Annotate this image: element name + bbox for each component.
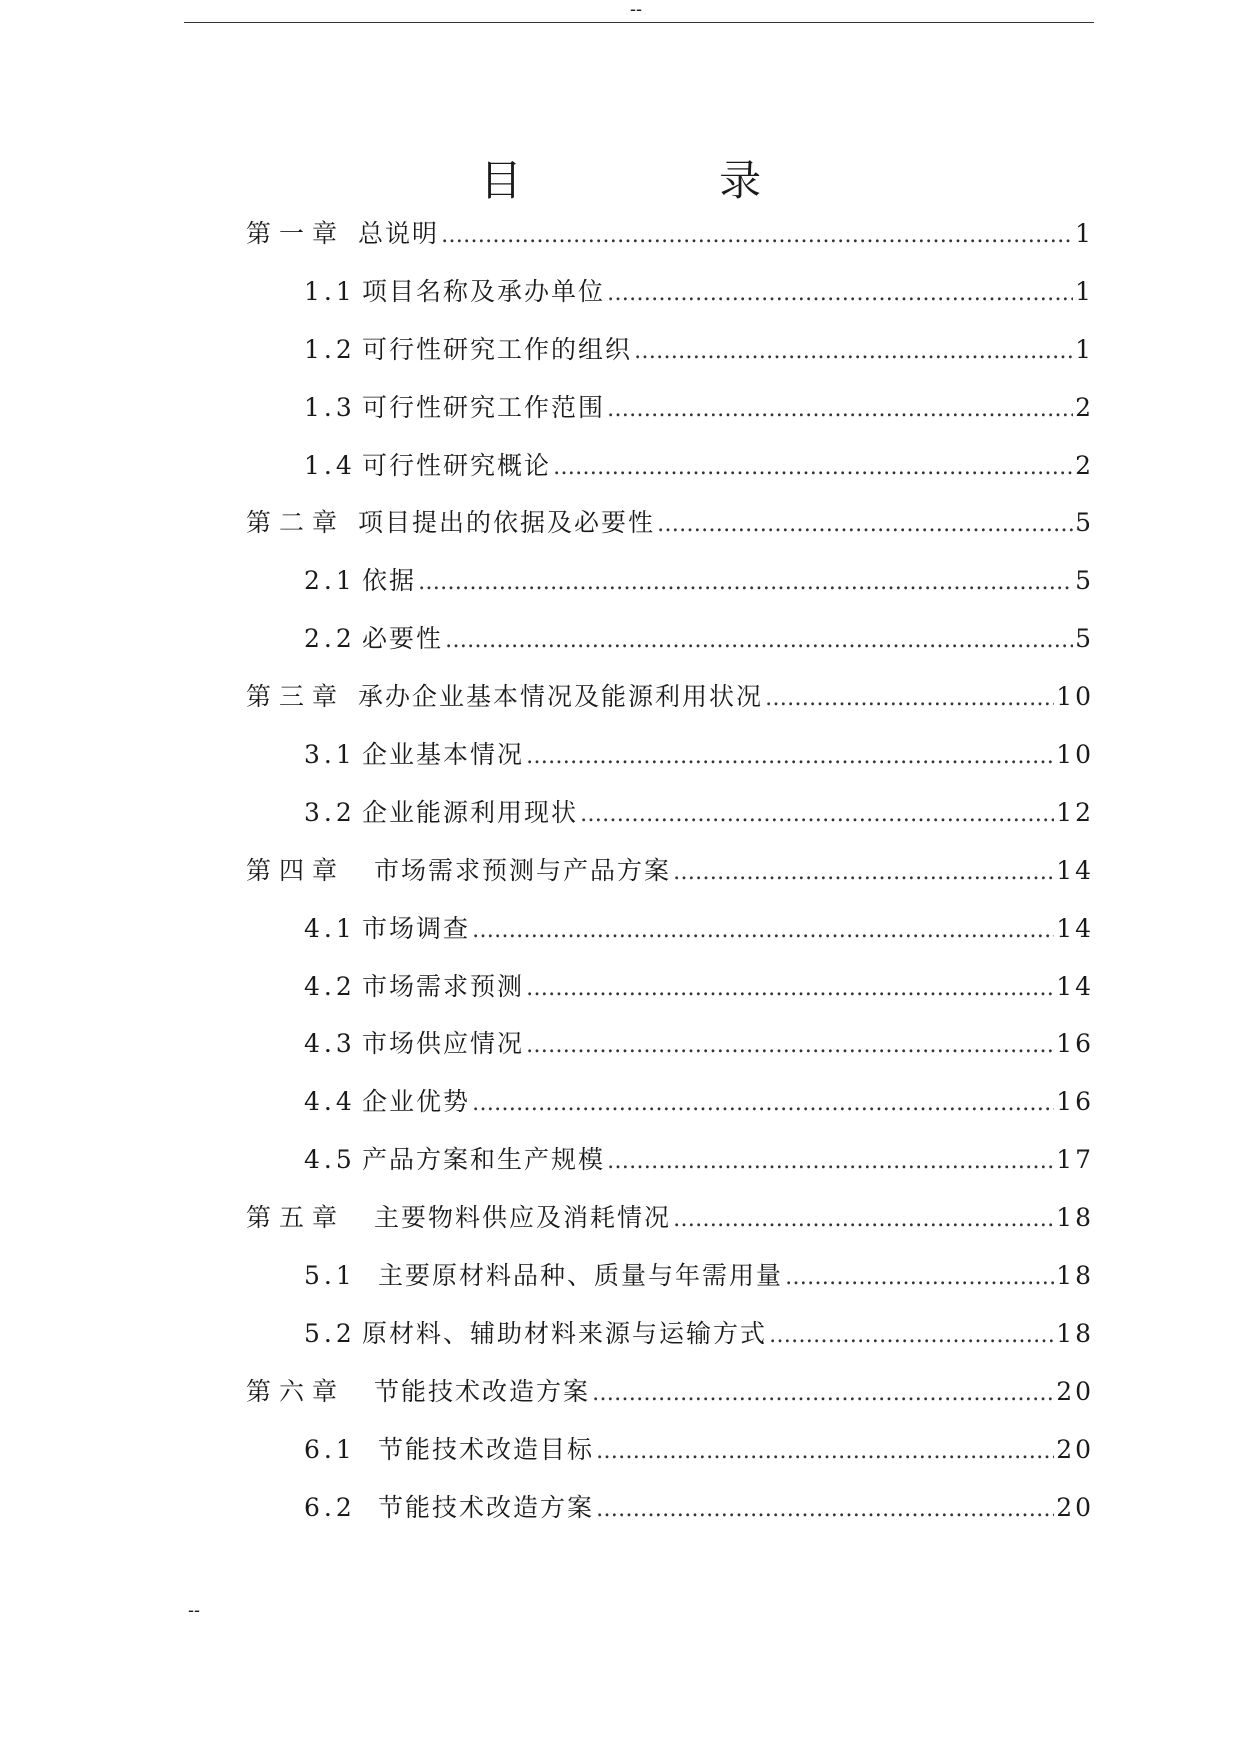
toc-entry-heading [246, 272, 605, 308]
toc-entry-title: 必要性 [362, 624, 444, 654]
toc-dot-leader [445, 628, 1073, 653]
toc-entry-number: 4.3 [304, 1029, 356, 1059]
toc-entry-number: 1.1 [304, 276, 356, 306]
toc-dot-leader [580, 802, 1054, 827]
toc-page-number: 18 [1056, 1261, 1094, 1291]
toc-entry-number: 3.2 [304, 797, 356, 827]
toc-entry-number: 第一章 [246, 219, 346, 248]
toc-chapter-row[interactable] [246, 677, 1094, 735]
toc-dot-leader [592, 1381, 1054, 1406]
toc-section-row[interactable] [246, 793, 1094, 851]
toc-entry-title: 节能技术改造方案 [374, 1376, 591, 1406]
toc-entry-heading [246, 1488, 594, 1524]
toc-chapter-row[interactable] [246, 503, 1094, 561]
toc-page-number: 10 [1056, 682, 1094, 712]
toc-page-number: 12 [1056, 797, 1094, 827]
toc-section-row[interactable] [246, 1488, 1094, 1546]
toc-entry-number: 4.5 [304, 1145, 356, 1175]
toc-page-number: 5 [1075, 566, 1094, 596]
toc-entry-heading [246, 619, 443, 655]
toc-entry-number: 第三章 [246, 682, 346, 712]
toc-entry-number: 第五章 [246, 1203, 346, 1233]
toc-entry-title: 主要原材料品种、质量与年需用量 [378, 1261, 784, 1291]
toc-entry-title: 企业基本情况 [362, 740, 525, 770]
toc-dot-leader [441, 223, 1073, 248]
toc-entry-title: 市场调查 [362, 913, 471, 943]
toc-dot-leader [765, 686, 1054, 711]
toc-page-number: 16 [1056, 1029, 1094, 1059]
toc-entry-title: 项目名称及承办单位 [362, 276, 606, 306]
table-of-contents [246, 214, 1094, 1545]
toc-page-number: 20 [1056, 1376, 1094, 1406]
page-header-mark: -- [630, 0, 642, 19]
toc-dot-leader [634, 339, 1073, 364]
toc-page-number: 1 [1075, 276, 1094, 306]
toc-entry-title: 市场供应情况 [362, 1029, 525, 1059]
toc-section-row[interactable] [246, 1082, 1094, 1140]
toc-entry-number: 2.2 [304, 624, 356, 654]
toc-entry-title: 可行性研究工作范围 [362, 392, 606, 422]
toc-entry-heading [246, 561, 416, 597]
toc-entry-heading [246, 909, 470, 945]
toc-section-row[interactable] [246, 1256, 1094, 1314]
toc-entry-heading [246, 1198, 671, 1234]
toc-entry-number: 2.1 [304, 566, 356, 596]
toc-entry-heading [246, 1372, 590, 1408]
toc-chapter-row[interactable] [246, 214, 1094, 272]
toc-entry-heading [246, 1140, 605, 1176]
toc-chapter-row[interactable] [246, 1198, 1094, 1256]
toc-section-row[interactable] [246, 1024, 1094, 1082]
toc-page-number: 20 [1056, 1434, 1094, 1464]
toc-section-row[interactable] [246, 619, 1094, 677]
toc-entry-number: 5.2 [304, 1318, 356, 1348]
toc-entry-heading [246, 793, 578, 829]
toc-section-row[interactable] [246, 735, 1094, 793]
toc-title: 目 录 [479, 156, 854, 205]
toc-section-row[interactable] [246, 1314, 1094, 1372]
toc-dot-leader [785, 1265, 1054, 1290]
toc-entry-heading [246, 1430, 594, 1466]
toc-dot-leader [418, 570, 1073, 595]
toc-entry-heading [246, 851, 671, 887]
toc-entry-heading [246, 446, 551, 482]
toc-entry-number: 3.1 [304, 740, 356, 770]
toc-section-row[interactable] [246, 967, 1094, 1025]
toc-section-row[interactable] [246, 1140, 1094, 1198]
toc-entry-title: 依据 [362, 566, 417, 596]
toc-dot-leader [472, 1091, 1054, 1116]
toc-section-row[interactable] [246, 272, 1094, 330]
toc-entry-number: 第六章 [246, 1376, 346, 1406]
toc-entry-title: 企业能源利用现状 [362, 797, 579, 827]
toc-section-row[interactable] [246, 561, 1094, 619]
toc-dot-leader [526, 744, 1054, 769]
toc-entry-heading [246, 735, 524, 771]
toc-page-number: 5 [1075, 624, 1094, 654]
toc-page-number: 10 [1056, 740, 1094, 770]
toc-entry-title: 原材料、辅助材料来源与运输方式 [362, 1318, 768, 1348]
toc-page-number: 14 [1056, 855, 1094, 885]
toc-dot-leader [472, 918, 1054, 943]
toc-entry-title: 承办企业基本情况及能源利用状况 [358, 682, 764, 712]
toc-page-number: 20 [1056, 1492, 1094, 1522]
toc-entry-title: 可行性研究概论 [362, 450, 552, 480]
toc-entry-title: 企业优势 [362, 1087, 471, 1117]
toc-chapter-row[interactable] [246, 1372, 1094, 1430]
toc-chapter-row[interactable] [246, 851, 1094, 909]
toc-dot-leader [526, 1033, 1054, 1058]
toc-entry-title: 总说明 [358, 219, 440, 248]
toc-entry-number: 1.3 [304, 392, 356, 422]
toc-entry-number: 4.4 [304, 1087, 356, 1117]
toc-dot-leader [596, 1497, 1054, 1522]
toc-section-row[interactable] [246, 388, 1094, 446]
header-rule [184, 22, 1094, 23]
toc-page-number: 18 [1056, 1318, 1094, 1348]
toc-entry-heading [246, 388, 605, 424]
toc-entry-heading [246, 214, 439, 250]
toc-entry-title: 市场需求预测与产品方案 [374, 855, 672, 885]
toc-dot-leader [673, 860, 1054, 885]
toc-page-number: 18 [1056, 1203, 1094, 1233]
toc-section-row[interactable] [246, 909, 1094, 967]
toc-dot-leader [607, 1149, 1054, 1174]
toc-entry-number: 第二章 [246, 508, 346, 538]
toc-entry-number: 5.1 [304, 1261, 356, 1291]
toc-entry-title: 主要物料供应及消耗情况 [374, 1203, 672, 1233]
toc-page-number: 17 [1056, 1145, 1094, 1175]
toc-page-number: 16 [1056, 1087, 1094, 1117]
toc-page-number: 1 [1075, 334, 1094, 364]
toc-dot-leader [553, 455, 1073, 480]
toc-section-row[interactable] [246, 330, 1094, 388]
toc-page-number: 14 [1056, 913, 1094, 943]
toc-entry-title: 项目提出的依据及必要性 [358, 508, 656, 538]
toc-page-number: 2 [1075, 392, 1094, 422]
toc-entry-number: 1.2 [304, 334, 356, 364]
toc-entry-heading [246, 967, 524, 1003]
toc-page-number: 1 [1075, 219, 1094, 248]
toc-entry-number: 4.2 [304, 971, 356, 1001]
toc-entry-number: 1.4 [304, 450, 356, 480]
toc-section-row[interactable] [246, 1430, 1094, 1488]
toc-entry-heading [246, 1082, 470, 1118]
toc-entry-number: 第四章 [246, 855, 346, 885]
toc-dot-leader [769, 1323, 1054, 1348]
toc-entry-title: 节能技术改造方案 [378, 1492, 595, 1522]
toc-entry-heading [246, 1314, 767, 1350]
toc-entry-heading [246, 1256, 783, 1292]
toc-dot-leader [607, 397, 1073, 422]
toc-entry-heading [246, 503, 655, 539]
toc-entry-number: 6.2 [304, 1492, 356, 1522]
toc-page-number: 5 [1075, 508, 1094, 538]
toc-entry-number: 4.1 [304, 913, 356, 943]
toc-dot-leader [596, 1439, 1054, 1464]
toc-dot-leader [657, 512, 1073, 537]
toc-entry-title: 节能技术改造目标 [378, 1434, 595, 1464]
toc-entry-heading [246, 330, 632, 366]
toc-page-number: 14 [1056, 971, 1094, 1001]
toc-dot-leader [526, 976, 1054, 1001]
toc-entry-title: 市场需求预测 [362, 971, 525, 1001]
toc-dot-leader [673, 1207, 1054, 1232]
toc-entry-title: 可行性研究工作的组织 [362, 334, 633, 364]
toc-entry-number: 6.1 [304, 1434, 356, 1464]
toc-dot-leader [607, 281, 1073, 306]
toc-page-number: 2 [1075, 450, 1094, 480]
toc-section-row[interactable] [246, 446, 1094, 504]
toc-entry-title: 产品方案和生产规模 [362, 1145, 606, 1175]
toc-entry-heading [246, 677, 763, 713]
page-footer-mark: -- [188, 1600, 200, 1620]
toc-entry-heading [246, 1024, 524, 1060]
